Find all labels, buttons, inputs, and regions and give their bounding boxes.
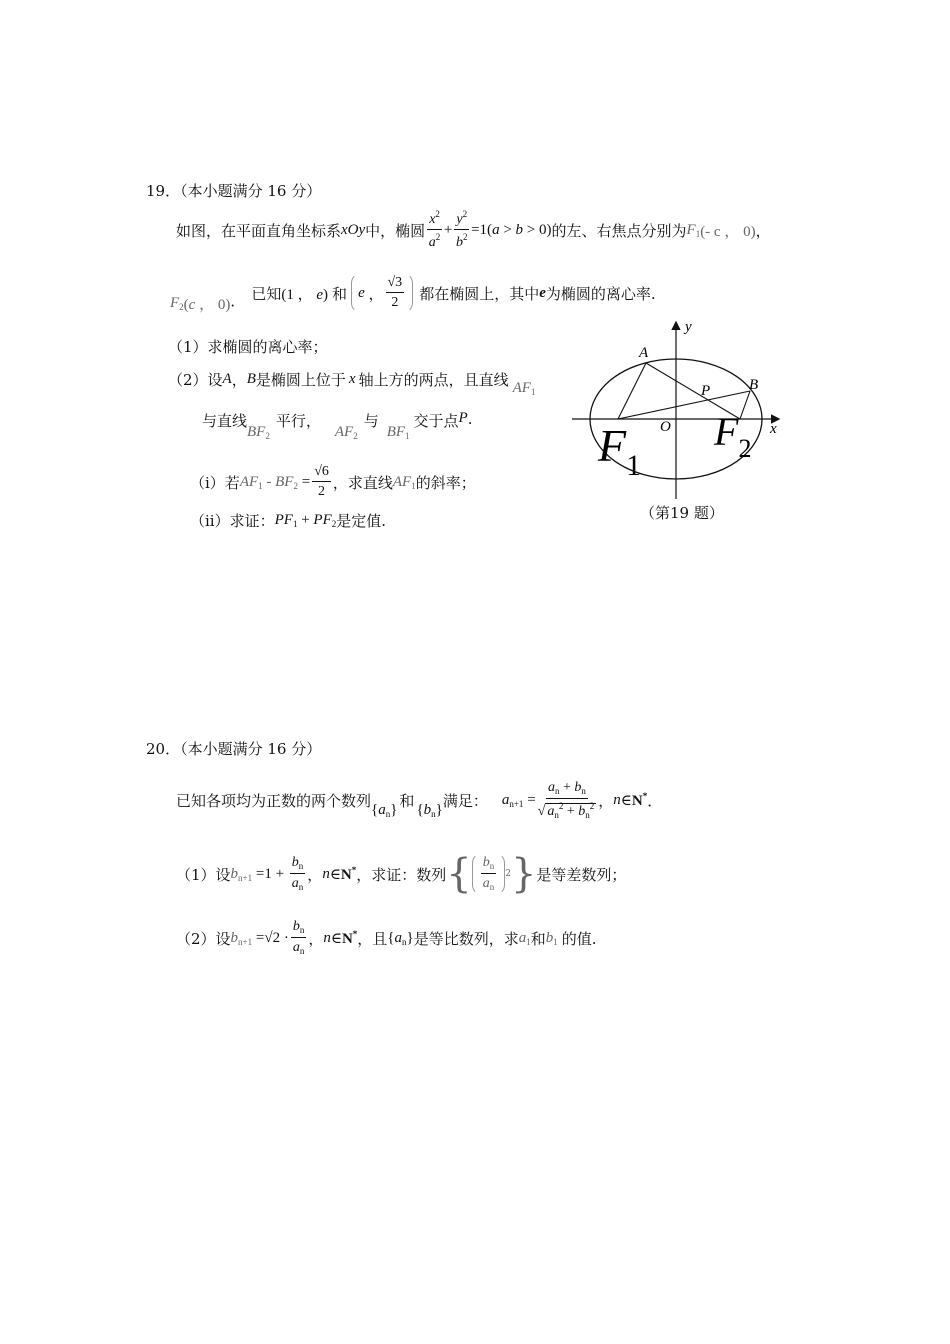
len-bf2: $BF_2$	[275, 473, 298, 491]
q19-part2-line1: （2）设 A ， B 是椭圆上位于 x 轴上方的两点，且直线 $AF_1$	[168, 371, 536, 397]
seq-a: $\{a_n\}$	[371, 801, 398, 819]
gt-zero: > 0)	[523, 221, 552, 238]
line-af2: $AF_2$	[334, 424, 358, 441]
focus-f2: $F_2$	[170, 294, 184, 312]
y-axis-label: y	[685, 319, 692, 335]
q19-part1: （1）求椭圆的离心率；	[168, 338, 328, 356]
point-p-label: P	[701, 383, 711, 399]
naturals-set: N*	[631, 790, 648, 809]
intro-text: 如图，在平面直角坐标系	[176, 221, 342, 240]
figure-caption: （第19 题）	[640, 504, 724, 522]
and-text: 和	[332, 284, 348, 303]
line-af1: $AF_1$	[512, 380, 536, 397]
line-af1-slope: $AF_1$	[392, 473, 416, 491]
intro-text: 都在椭圆上，其中	[419, 284, 540, 303]
var-e: e	[539, 284, 546, 301]
line-bf1: $BF_1$	[386, 424, 410, 441]
intro-text: 中，椭圆	[365, 221, 426, 240]
focus-f2-coords: (c ， 0)	[183, 296, 231, 313]
q20-header: 20．（本小题满分 16 分）	[146, 740, 322, 758]
plus-sign: +	[297, 512, 314, 528]
intro-text: 的左、右焦点分别为	[551, 221, 687, 240]
b-n-plus-1: $b_{n+1}$	[230, 865, 253, 883]
right-brace: }	[510, 851, 537, 897]
fraction-sqrt6-over-2: $\frac{√6}{2}$	[314, 464, 329, 499]
b-1: $b_1$	[545, 929, 558, 947]
dot: ．	[230, 291, 246, 310]
b-n-plus-1: $b_{n+1}$	[230, 929, 253, 947]
point-b: B	[246, 371, 256, 387]
line-bf2: $BF_2$	[247, 424, 270, 441]
seq-b: $\{b_n\}$	[416, 801, 443, 819]
comma: ，	[755, 221, 771, 240]
q19-sub-ii: （ii）求证： $PF_1$ + $PF_2$ 是定值.	[190, 512, 387, 530]
segment-b-f2	[740, 391, 750, 419]
origin-label: O	[660, 419, 671, 435]
fraction-y2-b2: $\frac{y^2}{b^2}$	[455, 209, 468, 250]
plus-sign: +	[443, 221, 453, 238]
q19-part2-line2: 与直线 $BF_2$ 平行， $AF_2$ 与 $BF_1$ 交于点 P .	[202, 410, 473, 441]
q20-part1: （1）设 $b_{n+1}$ =1 + $\frac{b_n}{a_n}$ ， n ∈ N* ，求证：数列 { $\frac{b_n}{a_n}$ 2 } 是等差数列；	[176, 851, 627, 897]
var-b: b	[515, 221, 524, 238]
point-1-e: (1 ， e)	[281, 286, 329, 303]
focus-f1: $F_1$	[686, 221, 701, 239]
seq-a-geometric: $\{a_n\}$	[387, 929, 414, 947]
focus-f1-label: $F_1$	[598, 420, 642, 482]
point-e-sqrt3-over-2: e ， $\frac{√3}{2}$	[351, 273, 413, 313]
var-x: x	[348, 371, 356, 387]
len-af1: $AF_1$	[239, 473, 263, 491]
q19-sub-i: （i）若 $AF_1$ - $BF_2$ = $\frac{√6}{2}$ ，求直线 $AF_1$ 的斜率；	[190, 464, 476, 499]
coord-system: xOy	[341, 221, 366, 238]
intro-text: 为椭圆的离心率.	[545, 284, 656, 303]
point-a-label: A	[639, 345, 649, 361]
a-1: $a_1$	[518, 929, 531, 947]
gt-sign: >	[499, 221, 516, 238]
fraction-bn-an: $\frac{b_n}{a_n}$	[292, 919, 305, 956]
point-p: P	[458, 410, 468, 426]
minus-sign: -	[262, 473, 276, 490]
point-b-label: B	[749, 377, 759, 393]
known-text: 已知	[251, 284, 282, 303]
equation-rhs: =1(	[471, 221, 493, 238]
recurrence-fraction: $\frac{a_n + b_n}{√ a_n^2 + b_n^2}$	[537, 779, 595, 820]
x-axis-label: x	[770, 421, 777, 437]
q20-part2: （2）设 $b_{n+1}$ =√2 · $\frac{b_n}{a_n}$ ， n ∈ N* ，且 $\{a_n\}$ 是等比数列，求 $a_1$ 和 $b_1$ 的值.	[176, 919, 597, 956]
point-a: A	[222, 371, 232, 387]
ellipse-figure	[560, 315, 800, 510]
focus-f1-coords: (- c ， 0)	[700, 223, 756, 240]
q20-intro: 已知各项均为正数的两个数列 $\{a_n\}$ 和 $\{b_n\}$ 满足： $a_{n+1}$ = $\frac{a_n + b_n}{√ a_n^2 + b_n^2}$ ， n ∈ N* ．	[176, 779, 663, 820]
fraction-x2-a2: $\frac{x^2}{a^2}$	[428, 209, 441, 250]
len-pf2: $PF_2$	[313, 512, 337, 529]
fraction-bn-an: $\frac{b_n}{a_n}$	[291, 855, 304, 892]
focus-f2-label: $F_2$	[714, 409, 752, 463]
recurrence-lhs: $a_{n+1}$	[501, 791, 524, 809]
q19-intro-line2	[170, 266, 656, 320]
equals-sign: =	[297, 473, 311, 490]
squared-ratio: $\frac{b_n}{a_n}$	[472, 853, 506, 895]
q19-intro-line1	[176, 210, 771, 250]
left-brace: {	[446, 851, 472, 897]
var-a: a	[492, 221, 500, 238]
q19-header: 19．（本小题满分 16 分）	[146, 182, 322, 200]
len-pf1: $PF_1$	[274, 512, 298, 529]
